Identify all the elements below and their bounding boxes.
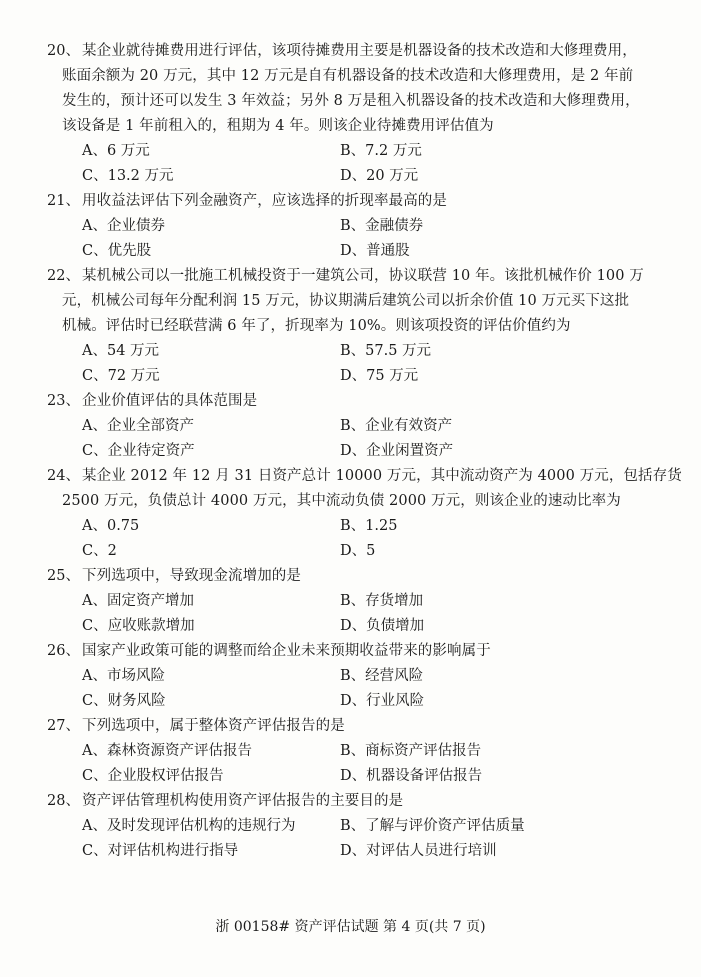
option-a: A、企业债券 [82,218,165,234]
option-b: B、了解与评价资产评估质量 [340,818,525,834]
option-c: C、企业股权评估报告 [82,768,224,784]
question-stem-line: 机械。评估时已经联营满 6 年了，折现率为 10%。则该项投资的评估价值约为 [62,318,571,334]
option-c: C、对评估机构进行指导 [82,843,239,859]
option-c: C、应收账款增加 [82,618,195,634]
question-number: 20、 [47,43,80,59]
question-number: 25、 [47,568,80,584]
option-d: D、75 万元 [340,368,419,384]
option-d: D、5 [340,543,376,559]
option-d: D、对评估人员进行培训 [340,843,497,859]
option-c: C、72 万元 [82,368,160,384]
option-d: D、20 万元 [340,168,419,184]
question-number: 24、 [47,468,80,484]
question-stem-line: 下列选项中，属于整体资产评估报告的是 [82,718,345,734]
question-stem-line: 国家产业政策可能的调整而给企业未来预期收益带来的影响属于 [82,643,491,659]
option-a: A、企业全部资产 [82,418,194,434]
question-stem-line: 某企业就待摊费用进行评估，该项待摊费用主要是机器设备的技术改造和大修理费用， [82,43,637,59]
option-d: D、行业风险 [340,693,425,709]
option-c: C、优先股 [82,243,152,259]
question-stem-line: 资产评估管理机构使用资产评估报告的主要目的是 [82,793,404,809]
option-b: B、商标资产评估报告 [340,743,482,759]
question-number: 28、 [47,793,80,809]
option-d: D、负债增加 [340,618,425,634]
question-number: 22、 [47,268,80,284]
question-stem-line: 该设备是 1 年前租入的，租期为 4 年。则该企业待摊费用评估值为 [62,118,494,134]
option-b: B、金融债券 [340,218,424,234]
question-stem-line: 用收益法评估下列金融资产，应该选择的折现率最高的是 [82,193,447,209]
option-a: A、54 万元 [82,343,160,359]
option-a: A、6 万元 [82,143,150,159]
option-b: B、存货增加 [340,593,424,609]
question-stem-line: 某企业 2012 年 12 月 31 日资产总计 10000 万元，其中流动资产为 4000 万元，包括存货 [82,468,682,484]
option-a: A、市场风险 [82,668,165,684]
option-d: D、普通股 [340,243,410,259]
question-stem-line: 下列选项中，导致现金流增加的是 [82,568,301,584]
option-c: C、13.2 万元 [82,168,174,184]
option-c: C、企业待定资产 [82,443,195,459]
question-stem-line: 元，机械公司每年分配利润 15 万元，协议期满后建筑公司以折余价值 10 万元买下这批 [62,293,630,309]
question-stem-line: 企业价值评估的具体范围是 [82,393,258,409]
option-a: A、0.75 [82,518,140,534]
option-b: B、1.25 [340,518,398,534]
option-c: C、2 [82,543,117,559]
option-a: A、及时发现评估机构的违规行为 [82,818,296,834]
option-b: B、企业有效资产 [340,418,453,434]
question-stem-line: 2500 万元，负债总计 4000 万元，其中流动负债 2000 万元，则该企业的速动比率为 [62,493,621,509]
option-c: C、财务风险 [82,693,166,709]
question-stem-line: 发生的，预计还可以发生 3 年效益；另外 8 万是租入机器设备的技术改造和大修理费用， [62,93,640,109]
option-b: B、57.5 万元 [340,343,432,359]
question-stem-line: 账面余额为 20 万元，其中 12 万元是自有机器设备的技术改造和大修理费用，是 2 年前 [62,68,634,84]
option-d: D、企业闲置资产 [340,443,454,459]
question-number: 27、 [47,718,80,734]
option-a: A、固定资产增加 [82,593,194,609]
question-number: 26、 [47,643,80,659]
option-a: A、森林资源资产评估报告 [82,743,252,759]
question-number: 23、 [47,393,80,409]
page-footer: 浙 00158# 资产评估试题 第 4 页(共 7 页) [215,919,486,935]
option-d: D、机器设备评估报告 [340,768,483,784]
question-stem-line: 某机械公司以一批施工机械投资于一建筑公司，协议联营 10 年。该批机械作价 100 万 [82,268,644,284]
question-number: 21、 [47,193,80,209]
option-b: B、7.2 万元 [340,143,422,159]
option-b: B、经营风险 [340,668,424,684]
